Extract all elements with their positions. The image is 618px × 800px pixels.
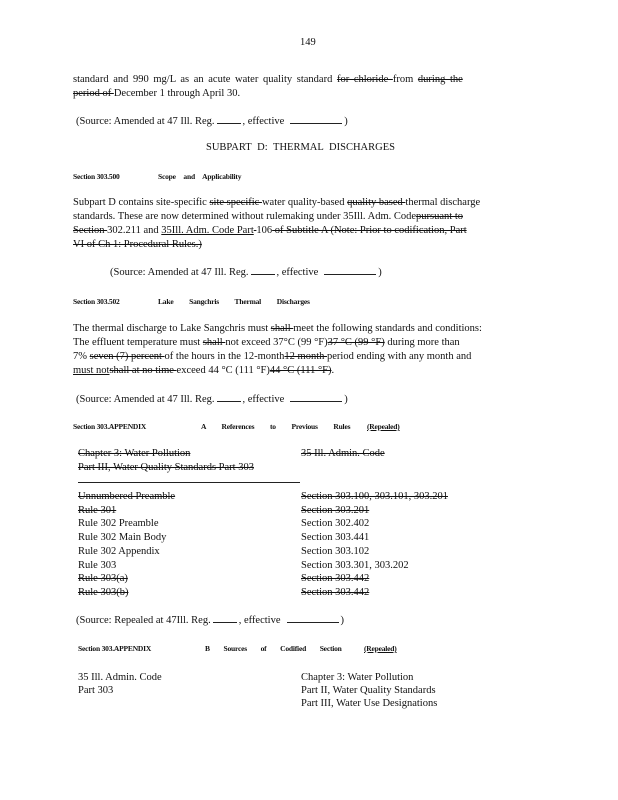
table-header-left-2: Part III, Water Quality Standards Part 303 (78, 462, 254, 473)
source-note-1-close: ) (344, 116, 348, 127)
table-row-left: Rule 302 Appendix (78, 546, 160, 557)
p3-deleted-2: shall (202, 337, 226, 348)
p2-line1 (73, 198, 480, 209)
table-row-left: Rule 301 (78, 505, 117, 516)
p2-text-1b: water quality-based (261, 197, 348, 208)
p3-deleted-5: 12 month (284, 351, 327, 362)
source-note-4-effective: , effective (238, 615, 281, 626)
source-note-1-text: (Source: Amended at 47 Ill. Reg. (76, 116, 215, 127)
p3-text-3c: period ending with any month and (327, 351, 472, 362)
source-note-2-text: (Source: Amended at 47 Ill. Reg. (110, 267, 249, 278)
table-row-right: Section 303.442 (301, 587, 370, 598)
p1-deleted-a2: during the (417, 74, 463, 85)
sources-left-2: Part 303 (78, 685, 114, 696)
page-number: 149 (300, 37, 316, 48)
table-row-right: Section 303.201 (301, 505, 370, 516)
p1-text-a: standard and 990 mg/L as an acute water quality standard (73, 74, 337, 85)
table-row-right: Section 303.441 (301, 532, 370, 543)
p3-text-2c: during more than (384, 337, 460, 348)
source-note-4-text: (Source: Repealed at 47Ill. Reg. (76, 615, 211, 626)
p2-deleted-4: Section (73, 225, 108, 236)
blank-reg-2 (251, 274, 275, 275)
p3-deleted-7: 44 °C (111 °F) (269, 365, 332, 376)
sources-right-3: Part III, Water Use Designations (301, 698, 438, 709)
section-303-502-number: Section 303.502 (73, 297, 120, 306)
p1-deleted-b: period of (73, 88, 114, 99)
p3-deleted-3: 37 °C (99 °F) (327, 337, 385, 348)
p2-deleted-1: site specific (209, 197, 262, 208)
appendix-b-title: B Sources of Codified Section (205, 644, 342, 653)
p3-line4 (73, 366, 334, 377)
section-303-500-number: Section 303.500 (73, 172, 120, 181)
blank-date-1 (290, 123, 342, 124)
table-row-right: Section 302.402 (301, 518, 370, 529)
p3-line1 (73, 324, 482, 335)
sources-right-2: Part II, Water Quality Standards (301, 685, 436, 696)
p3-text-3b: of the hours in the 12-month (164, 351, 285, 362)
source-note-3 (76, 395, 348, 406)
p2-text-3a: 302.211 and (107, 225, 162, 236)
p3-text-4c: . (331, 365, 335, 376)
blank-date-3 (290, 401, 342, 402)
p3-line2 (73, 338, 460, 349)
p3-text-4b: exceed 44 °C (111 °F) (176, 365, 270, 376)
blank-reg-4 (213, 622, 237, 623)
sources-right-1: Chapter 3: Water Pollution (301, 672, 414, 683)
p3-text-1b: meet the following standards and conditions: (293, 323, 482, 334)
p2-text-1a: Subpart D contains site-specific (73, 197, 210, 208)
table-row-left: Unnumbered Preamble (78, 491, 176, 502)
appendix-a-status: (Repealed) (367, 422, 400, 431)
source-note-2 (110, 268, 382, 279)
blank-reg-3 (217, 401, 241, 402)
table-header-rule (78, 482, 300, 483)
source-note-4-close: ) (340, 615, 344, 626)
p2-deleted-2: quality based (347, 197, 406, 208)
source-note-3-close: ) (344, 394, 348, 405)
source-note-2-close: ) (378, 267, 382, 278)
table-row-right: Section 303.100, 303.101, 303.201 (301, 491, 448, 502)
table-row-left: Rule 303(a) (78, 573, 128, 584)
p3-deleted-4: seven (7) percent (89, 351, 165, 362)
table-row-right: Section 303.102 (301, 546, 370, 557)
table-row-left: Rule 303 (78, 560, 117, 571)
blank-date-4 (287, 622, 339, 623)
p1-text-b: December 1 through April 30. (113, 88, 241, 99)
appendix-b-number: Section 303.APPENDIX (78, 644, 152, 653)
appendix-a-title: A References to Previous Rules (201, 422, 351, 431)
blank-date-2 (324, 274, 376, 275)
source-note-2-effective: , effective (276, 267, 319, 278)
appendix-b-status: (Repealed) (364, 644, 397, 653)
table-row-right: Section 303.442 (301, 573, 370, 584)
p1-line1 (73, 75, 463, 86)
p2-line4 (73, 240, 202, 251)
p2-deleted-7: VI of Ch 1: Procedural Rules.) (73, 239, 202, 250)
p3-inserted-1: must not (73, 365, 110, 376)
table-row-left: Rule 302 Preamble (78, 518, 159, 529)
p3-text-2b: not exceed 37°C (99 °F) (225, 337, 328, 348)
table-row-left: Rule 302 Main Body (78, 532, 167, 543)
p2-text-2a: standards. These are now determined without rulemaking under 35Ill. Adm. Code (73, 211, 417, 222)
p3-text-1a: The thermal discharge to Lake Sangchris must (73, 323, 271, 334)
section-303-502-title: Lake Sangchris Thermal Discharges (158, 297, 310, 306)
p2-inserted-1: 35Ill. Adm. Code Part (161, 225, 254, 236)
p1-line2 (73, 89, 240, 100)
p2-text-1c: thermal discharge (405, 197, 481, 208)
source-note-3-effective: , effective (242, 394, 285, 405)
p3-deleted-6: shall at no time (109, 365, 177, 376)
subpart-heading: SUBPART D: THERMAL DISCHARGES (206, 142, 395, 153)
p2-deleted-3: pursuant to (416, 211, 463, 222)
p1-deleted-a: for chloride (336, 74, 393, 85)
table-header-right: 35 Ill. Admin. Code (301, 448, 385, 459)
section-303-500-title: Scope and Applicability (158, 172, 242, 181)
p3-line3 (73, 352, 471, 363)
p1-text-a2: from (392, 74, 418, 85)
p2-text-3b: 106 (256, 225, 273, 236)
source-note-1-effective: , effective (242, 116, 285, 127)
source-note-3-text: (Source: Amended at 47 Ill. Reg. (76, 394, 215, 405)
table-row-left: Rule 303(b) (78, 587, 129, 598)
table-row-right: Section 303.301, 303.202 (301, 560, 409, 571)
sources-left-1: 35 Ill. Admin. Code (78, 672, 162, 683)
blank-reg-1 (217, 123, 241, 124)
p3-text-2a: The effluent temperature must (73, 337, 203, 348)
p2-line3 (73, 226, 467, 237)
appendix-a-number: Section 303.APPENDIX (73, 422, 147, 431)
p3-text-3a: 7% (73, 351, 90, 362)
table-header-left-1: Chapter 3: Water Pollution (78, 448, 191, 459)
source-note-1 (76, 117, 348, 128)
p2-deleted-6: of Subtitle A (Note: Prior to codification, Part (272, 225, 467, 236)
source-note-4 (76, 616, 344, 627)
p2-line2 (73, 212, 463, 223)
p3-deleted-1: shall (270, 323, 294, 334)
